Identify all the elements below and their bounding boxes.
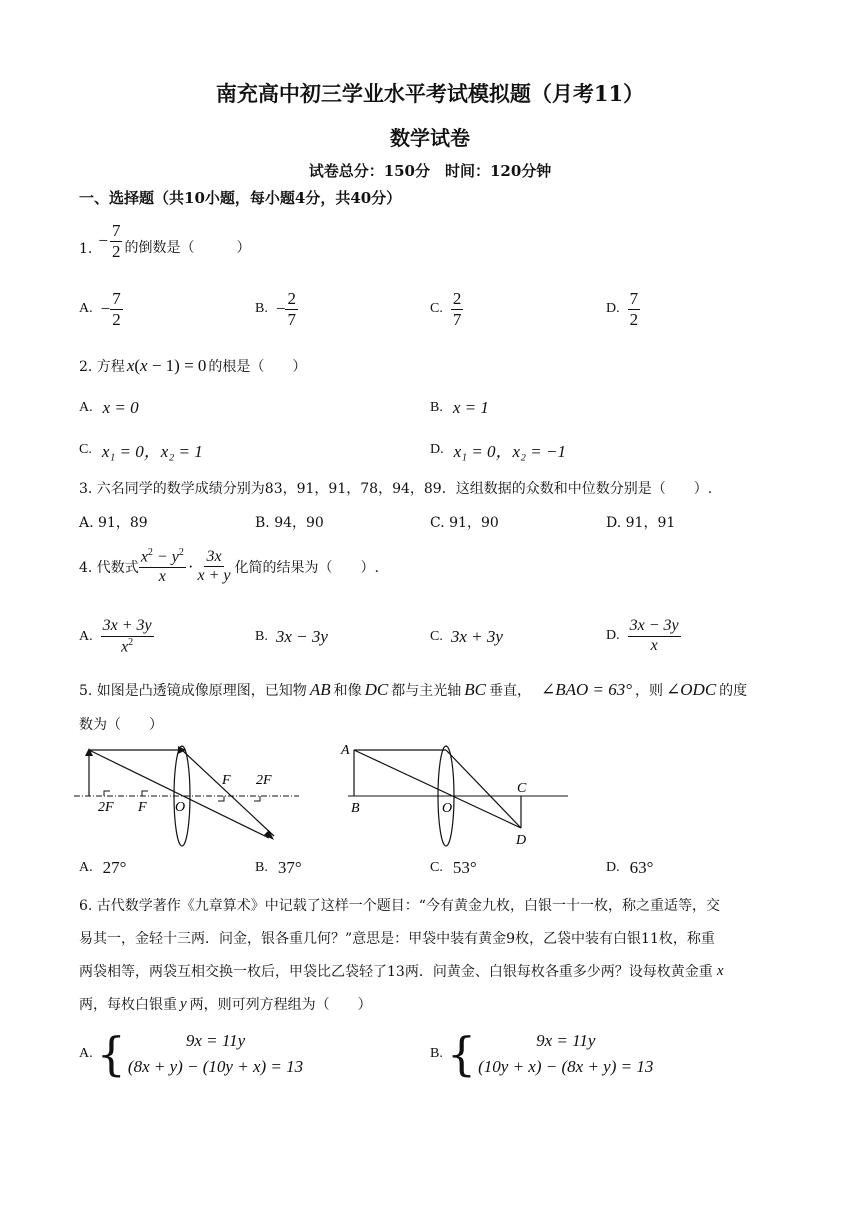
question-text: 的倒数是（ ） — [124, 239, 251, 256]
label-2f-right: 2F — [256, 773, 272, 788]
label-c: C — [517, 781, 527, 796]
option-b[interactable]: B. − $\frac{2}{7}$ — [255, 289, 296, 329]
option-a[interactable]: A. − $\frac{7}{2}$ — [79, 289, 121, 329]
option-a[interactable]: A. { 9x = 11y (8x + y) − (10y + x) = 13 — [79, 1026, 304, 1081]
exam-meta: 试卷总分：150分 时间：120分钟 — [308, 162, 552, 180]
option-a[interactable]: A. $\frac{3x + 3y}{x^2}$ — [79, 617, 152, 656]
equation-system: 9x = 11y (8x + y) − (10y + x) = 13 — [127, 1031, 304, 1076]
question-1-stem — [79, 222, 250, 261]
option-c[interactable]: C. 53° — [430, 858, 477, 877]
question-1-options — [79, 290, 779, 336]
option-d[interactable]: D. 63° — [606, 858, 654, 877]
option-c[interactable]: C. x₁ = 0，x₂ = 1 — [79, 441, 203, 461]
section-heading: 一、选择题（共10小题，每小题4分，共40分） — [79, 189, 402, 207]
option-b[interactable]: B. { 9x = 11y (10y + x) − (8x + y) = 13 — [430, 1026, 654, 1081]
question-6-line3: 两袋相等，两袋互相交换一枚后，甲袋比乙袋轻了13两．问黄金、白银每枚各重多少两？设每枚黄金重 x — [79, 962, 724, 980]
option-a[interactable]: A. 91，89 — [79, 515, 148, 531]
negative-fraction: − $\frac{7}{2}$ — [98, 221, 121, 261]
option-b[interactable]: B. x = 1 — [430, 398, 489, 417]
option-d[interactable]: D. 91，91 — [606, 515, 676, 531]
system-brace: { — [446, 1026, 477, 1081]
ray-through-center — [89, 750, 269, 838]
ray-refracted — [446, 750, 521, 828]
option-d[interactable]: D. $\frac{3x - 3y}{x}$ — [606, 617, 679, 654]
ray-ao-d — [354, 750, 521, 828]
equation-system: 9x = 11y (10y + x) − (8x + y) = 13 — [478, 1031, 654, 1076]
label-a: A — [341, 743, 350, 758]
question-4-stem: 4. 代数式 $\frac{x^2 - y^2}{x}$ · $\frac{3x}{x + y}$ 化简的结果为（ ）. — [79, 547, 379, 586]
option-c[interactable]: C. $\frac{2}{7}$ — [430, 289, 462, 329]
option-b[interactable]: B. 3x − 3y — [255, 627, 328, 646]
system-brace: { — [96, 1026, 126, 1081]
label-b: B — [351, 801, 360, 816]
question-5-stem: 5. 如图是凸透镜成像原理图，已知物 AB 和像 DC 都与主光轴 BC 垂直， ∠BAO = 63° ，则 ∠ODC 的度 — [79, 680, 748, 699]
option-c[interactable]: C. 3x + 3y — [430, 627, 503, 646]
option-b[interactable]: B. 37° — [255, 858, 302, 877]
ray-refracted — [182, 750, 274, 836]
label-f-right: F — [222, 773, 231, 788]
option-c[interactable]: C. 91，90 — [430, 515, 499, 531]
option-a[interactable]: A. 27° — [79, 858, 127, 877]
label-d: D — [516, 833, 527, 848]
option-d[interactable]: D. $\frac{7}{2}$ — [606, 289, 639, 329]
question-3-stem: 3. 六名同学的数学成绩分别为83，91，91，78，94，89．这组数据的众数和中位数分别是（ ）. — [79, 481, 713, 497]
exam-title: 南充高中初三学业水平考试模拟题（月考11） — [215, 81, 645, 106]
fraction-1: $\frac{x^2 - y^2}{x}$ — [140, 547, 184, 586]
option-d[interactable]: D. x₁ = 0，x₂ = −1 — [430, 441, 566, 461]
label-2f-left: 2F — [98, 800, 114, 815]
exam-subtitle: 数学试卷 — [390, 126, 470, 150]
option-b[interactable]: B. 94，90 — [255, 515, 324, 531]
equation: x(x − 1) = 0 — [126, 356, 207, 375]
lens-figure-2 — [336, 738, 570, 850]
label-o: O — [175, 800, 186, 815]
fraction-2: $\frac{3x}{x + y}$ — [197, 547, 231, 585]
option-a[interactable]: A. x = 0 — [79, 398, 139, 417]
question-6-line1: 6. 古代数学著作《九章算术》中记载了这样一个题目：“今有黄金九枚，白银一十一枚，称之重适等，交 — [79, 898, 720, 914]
label-o: O — [442, 801, 453, 816]
question-5-stem-line2: 数为（ ） — [79, 717, 163, 733]
question-6-line4: 两，每枚白银重 y 两，则可列方程组为（ ） — [79, 995, 372, 1013]
label-f-left: F — [138, 800, 147, 815]
lens-figure-1 — [74, 738, 314, 850]
question-6-line2: 易其一，金轻十三两．问金，银各重几何？”意思是：甲袋中装有黄金9枚，乙袋中装有白银11枚，称重 — [79, 931, 715, 947]
question-number: 1. — [79, 240, 93, 257]
question-2-stem: 2. 方程 x(x − 1) = 0 的根是（ ） — [79, 356, 307, 375]
